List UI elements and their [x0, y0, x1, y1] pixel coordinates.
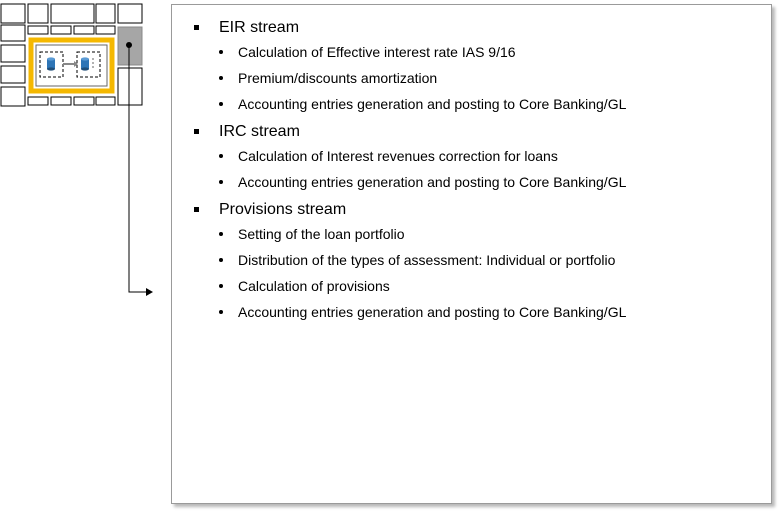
- grid-cell: [1, 25, 25, 41]
- round-bullet-icon: [219, 50, 223, 54]
- sub-item: [190, 43, 761, 69]
- grid-cell: [118, 4, 142, 23]
- round-bullet-icon: [219, 232, 223, 236]
- description-panel: [171, 4, 772, 504]
- sub-item-text: Calculation of Effective interest rate IAS 9/16: [238, 44, 516, 60]
- stream-title: Provisions stream: [219, 201, 347, 218]
- stream-sub-list: [190, 225, 761, 329]
- grid-cell: [1, 45, 25, 62]
- sub-item-text: Accounting entries generation and posting to Core Banking/GL: [238, 174, 627, 190]
- stream-heading: [190, 121, 761, 147]
- grid-cell: [1, 4, 25, 23]
- sub-item-text: Accounting entries generation and posting to Core Banking/GL: [238, 96, 627, 112]
- stream-item: [190, 121, 761, 199]
- sub-item: [190, 147, 761, 173]
- sub-item: [190, 95, 761, 121]
- diagram-canvas: [0, 0, 160, 300]
- grid-cell: [1, 66, 25, 83]
- round-bullet-icon: [219, 180, 223, 184]
- stream-sub-list: [190, 43, 761, 121]
- sub-item: [190, 251, 761, 277]
- stream-title: IRC stream: [219, 123, 300, 140]
- stream-title: EIR stream: [219, 19, 300, 36]
- round-bullet-icon: [219, 76, 223, 80]
- grid-cell: [51, 97, 71, 105]
- round-bullet-icon: [219, 154, 223, 158]
- sub-item: [190, 277, 761, 303]
- square-bullet-icon: [194, 25, 199, 30]
- grid-cell: [96, 4, 115, 23]
- grid-cell: [96, 97, 115, 105]
- grid-cell: [118, 68, 142, 105]
- sub-item-text: Calculation of provisions: [238, 278, 390, 294]
- stream-sub-list: [190, 147, 761, 199]
- sub-item-text: Calculation of Interest revenues correction for loans: [238, 148, 558, 164]
- sub-item-text: Accounting entries generation and posting to Core Banking/GL: [238, 304, 627, 320]
- stream-item: [190, 199, 761, 329]
- grid-cell: [74, 26, 94, 34]
- mini-architecture-diagram: [0, 0, 160, 300]
- round-bullet-icon: [219, 102, 223, 106]
- grid-cell: [1, 87, 25, 106]
- round-bullet-icon: [219, 310, 223, 314]
- grid-cell: [28, 4, 48, 23]
- sub-item-text: Premium/discounts amortization: [238, 70, 438, 86]
- grid-cell: [28, 26, 48, 34]
- grid-cell: [51, 26, 71, 34]
- grid-cell: [51, 4, 94, 23]
- grid-cell: [74, 97, 94, 105]
- square-bullet-icon: [194, 129, 199, 134]
- sub-item: [190, 69, 761, 95]
- database-icon: [47, 57, 55, 70]
- sub-item: [190, 303, 761, 329]
- stream-heading: [190, 199, 761, 225]
- round-bullet-icon: [219, 284, 223, 288]
- stream-item: [190, 17, 761, 121]
- round-bullet-icon: [219, 258, 223, 262]
- arrowhead-icon: [146, 288, 153, 296]
- stream-heading: [190, 17, 761, 43]
- grid-cell: [96, 26, 115, 34]
- grid-cell: [28, 97, 48, 105]
- stream-list: [190, 17, 761, 329]
- sub-item-text: Setting of the loan portfolio: [238, 226, 405, 242]
- sub-item-text: Distribution of the types of assessment: Individual or portfolio: [238, 252, 616, 268]
- square-bullet-icon: [194, 207, 199, 212]
- sub-item: [190, 173, 761, 199]
- sub-item: [190, 225, 761, 251]
